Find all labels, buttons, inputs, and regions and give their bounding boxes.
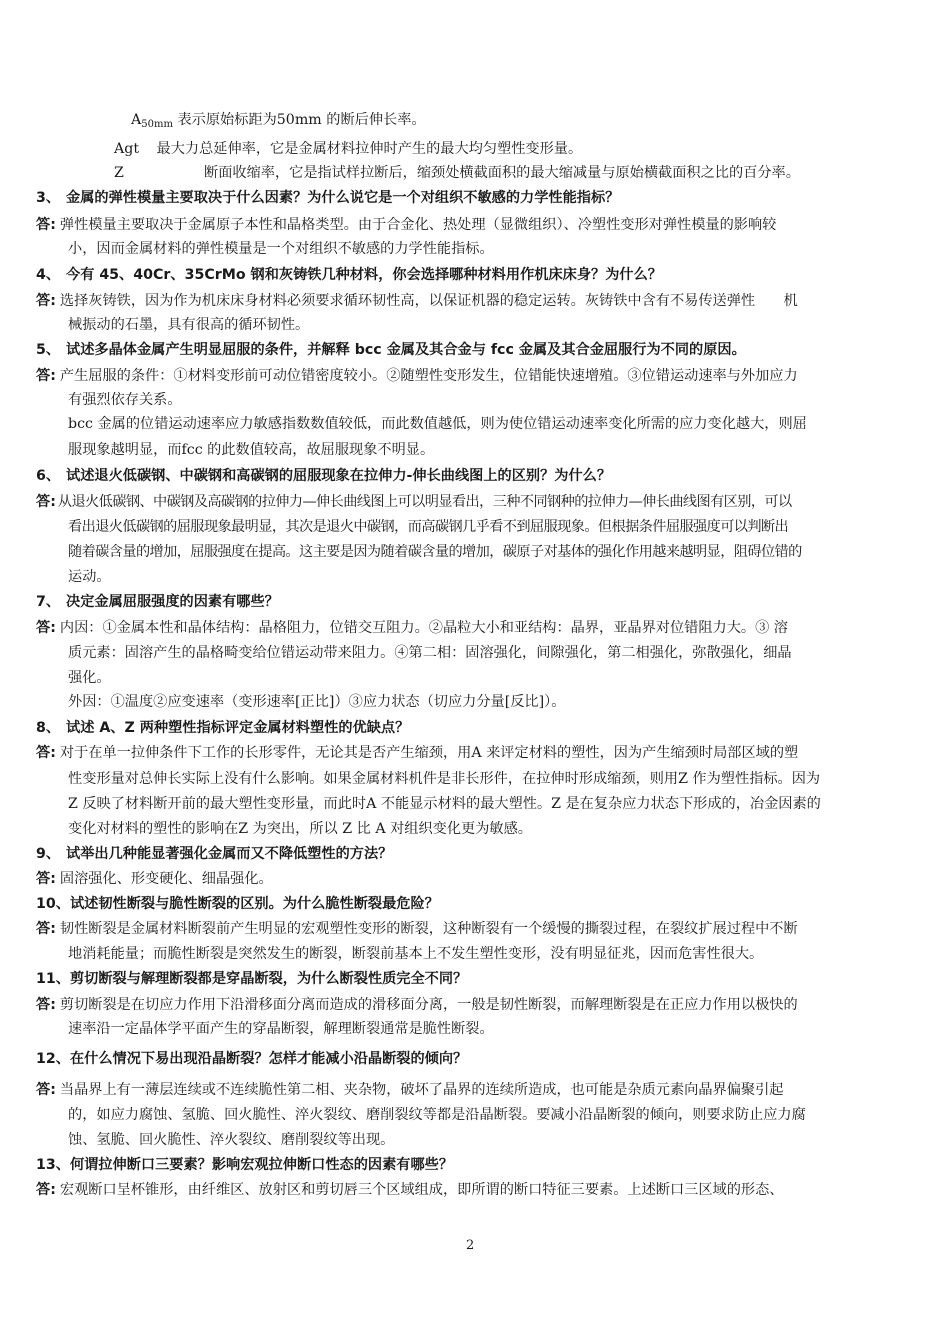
answer-label: 答:: [36, 871, 56, 887]
answer-4-line-2: 械振动的石墨，具有很高的循环韧性。: [68, 317, 310, 333]
answer-10-line-2: 地消耗能量；而脆性断裂是突然发生的断裂，断裂前基本上不发生塑性变形，没有明显征兆，因而危害性很大。: [68, 946, 764, 962]
question-text: 决定金属屈服强度的因素有哪些？: [66, 594, 279, 610]
answer-label: 答:: [36, 217, 56, 233]
question-text: 试述退火低碳钢、中碳钢和高碳钢的屈服现象在拉伸力-伸长曲线图上的区别？为什么？: [66, 468, 612, 484]
question-text: 何谓拉伸断口三要素？影响宏观拉伸断口性态的因素有哪些？: [69, 1157, 454, 1173]
question-7: [36, 593, 279, 611]
question-number: 10、: [36, 896, 70, 912]
answer-text: 从退火低碳钢、中碳钢及高碳钢的拉伸力—伸长曲线图上可以明显看出，三种不同钢种的拉伸力—伸长曲线图有区别，可以: [57, 494, 792, 510]
question-5: [36, 341, 746, 359]
answer-text: 韧性断裂是金属材料断裂前产生明显的宏观塑性变形的断裂，这种断裂有一个缓慢的撕裂过程，在裂纹扩展过程中不断: [59, 921, 798, 937]
answer-text: 剪切断裂是在切应力作用下沿滑移面分离而造成的滑移面分离，一般是韧性断裂，而解理断裂是在正应力作用以极快的: [59, 997, 798, 1013]
definition-text: 断面收缩率，它是指试样拉断后，缩颈处横截面积的最大缩减量与原始横截面积之比的百分率。: [204, 165, 800, 181]
answer-3-line-2: 小，因而金属材料的弹性模量是一个对组织不敏感的力学性能指标。: [68, 241, 494, 257]
answer-7-line-1: [36, 619, 788, 637]
answer-7-line-2: 质元素：固溶产生的晶格畸变给位错运动带来阻力。④第二相：固溶强化，间隙强化，第二相强化，弥散强化，细晶: [68, 645, 792, 661]
answer-label: 答:: [36, 745, 56, 761]
question-12: [36, 1050, 467, 1068]
answer-7-line-3: 强化。: [68, 670, 111, 686]
question-11: [36, 970, 467, 988]
question-text: 金属的弹性模量主要取决于什么因素？为什么说它是一个对组织不敏感的力学性能指标？: [66, 190, 620, 206]
definition-z: [114, 164, 800, 182]
question-text: 试述多晶体金属产生明显屈服的条件，并解释 bcc 金属及其合金与 fcc 金属及其合金屈服行为不同的原因。: [66, 342, 746, 358]
page-number: 2: [466, 1238, 475, 1253]
answer-6-line-2: 看出退火低碳钢的屈服现象最明显，其次是退火中碳钢，而高碳钢几乎看不到屈服现象。但根据条件屈服强度可以判断出: [68, 519, 789, 535]
answer-text: 产生屈服的条件：①材料变形前可动位错密度较小。②随塑性变形发生，位错能快速增殖。③位错运动速率与外加应力: [59, 368, 798, 384]
answer-8-line-1: [36, 744, 798, 762]
answer-12-line-3: 蚀、氢脆、回火脆性、淬火裂纹、磨削裂纹等出现。: [68, 1132, 395, 1148]
answer-11-line-2: 速率沿一定晶体学平面产生的穿晶断裂，解理断裂通常是脆性断裂。: [68, 1021, 494, 1037]
question-13: [36, 1156, 453, 1174]
answer-11-line-1: [36, 996, 798, 1014]
answer-13-line-1: [36, 1181, 783, 1199]
question-3: [36, 189, 619, 207]
question-4: [36, 266, 662, 284]
answer-label: 答:: [36, 997, 56, 1013]
answer-label: 答:: [36, 620, 56, 636]
answer-label: 答:: [36, 1182, 56, 1198]
question-number: 12、: [36, 1051, 70, 1067]
answer-6-line-3: 随着碳含量的增加，屈服强度在提高。这主要是因为随着碳含量的增加，碳原子对基体的强化作用越来越明显，阻碍位错的: [68, 544, 802, 560]
answer-label: 答:: [36, 368, 56, 384]
answer-text: 弹性模量主要取决于金属原子本性和晶格类型。由于合金化、热处理（显微组织）、冷塑性变形对弹性模量的影响较: [59, 217, 777, 233]
definition-symbol: A: [131, 112, 142, 128]
question-number: 6、: [36, 468, 61, 484]
answer-5-line-1: [36, 367, 798, 385]
answer-5-line-4: 服现象越明显，而fcc 的此数值较高，故屈服现象不明显。: [68, 442, 435, 458]
question-text: 在什么情况下易出现沿晶断裂？怎样才能减小沿晶断裂的倾向？: [69, 1051, 468, 1067]
definition-a50: [131, 111, 426, 134]
answer-7-line-4: 外因：①温度②应变速率（变形速率[正比]）③应力状态（切应力分量[反比]）。: [68, 694, 566, 710]
question-6: [36, 467, 611, 485]
answer-label: 答:: [36, 1082, 56, 1098]
answer-3-line-1: [36, 216, 776, 234]
answer-text: 内因：①金属本性和晶体结构：晶格阻力，位错交互阻力。②晶粒大小和亚结构：晶界，亚晶界对位错阻力大。③ 溶: [59, 620, 788, 636]
definition-symbol: Agt: [114, 141, 140, 157]
question-10: [36, 895, 439, 913]
answer-10-line-1: [36, 920, 798, 938]
question-number: 13、: [36, 1157, 70, 1173]
answer-12-line-2: 的，如应力腐蚀、氢脆、回火脆性、淬火裂纹、磨削裂纹等都是沿晶断裂。要减小沿晶断裂的倾向，则要求防止应力腐: [68, 1107, 806, 1123]
definition-text: 表示原始标距为50mm 的断后伸长率。: [177, 112, 426, 128]
question-text: 试述 A、Z 两种塑性指标评定金属材料塑性的优缺点？: [66, 720, 410, 736]
question-8: [36, 719, 409, 737]
question-number: 5、: [36, 342, 61, 358]
answer-6-line-1: [36, 493, 792, 511]
question-9: [36, 845, 392, 863]
question-number: 8、: [36, 720, 61, 736]
definition-text: 最大力总延伸率，它是金属材料拉伸时产生的最大均匀塑性变形量。: [156, 141, 583, 157]
answer-text: 选择灰铸铁，因为作为机床床身材料必须要求循环韧性高，以保证机器的稳定运转。灰铸铁中含有不易传送弹性 机: [59, 293, 798, 309]
question-number: 4、: [36, 267, 61, 283]
question-number: 9、: [36, 846, 61, 862]
answer-text: 当晶界上有一薄层连续或不连续脆性第二相、夹杂物，破坏了晶界的连续所造成，也可能是杂质元素向晶界偏聚引起: [59, 1082, 784, 1098]
answer-8-line-3: Z 反映了材料断开前的最大塑性变形量，而此时A 不能显示材料的最大塑性。Z 是在复杂应力状态下形成的，冶金因素的: [68, 796, 821, 812]
answer-text: 宏观断口呈杯锥形，由纤维区、放射区和剪切唇三个区域组成，即所谓的断口特征三要素。上述断口三区域的形态、: [59, 1182, 784, 1198]
definition-symbol: Z: [114, 165, 124, 181]
question-number: 11、: [36, 971, 70, 987]
question-number: 7、: [36, 594, 61, 610]
answer-4-line-1: [36, 292, 798, 310]
question-number: 3、: [36, 190, 61, 206]
answer-6-line-4: 运动。: [68, 569, 111, 585]
question-text: 试举出几种能显著强化金属而又不降低塑性的方法？: [66, 846, 393, 862]
answer-label: 答:: [36, 293, 56, 309]
definition-agt: [114, 140, 582, 158]
answer-9-line-1: [36, 870, 273, 888]
answer-text: 对于在单一拉伸条件下工作的长形零件，无论其是否产生缩颈，用A 来评定材料的塑性，因为产生缩颈时局部区域的塑: [59, 745, 799, 761]
question-text: 今有 45、40Cr、35CrMo 钢和灰铸铁几种材料，你会选择哪种材料用作机床床身？为什么？: [66, 267, 662, 283]
answer-8-line-4: 变化对材料的塑性的影响在Z 为突出，所以 Z 比 A 对组织变化更为敏感。: [68, 821, 532, 837]
answer-label: 答:: [36, 921, 56, 937]
answer-12-line-1: [36, 1081, 783, 1099]
answer-5-line-3: bcc 金属的位错运动速率应力敏感指数数值较低，而此数值越低，则为使位错运动速率变化所需的应力变化越大，则屈: [68, 416, 807, 432]
question-text: 剪切断裂与解理断裂都是穿晶断裂，为什么断裂性质完全不同？: [69, 971, 468, 987]
answer-8-line-2: 性变形量对总伸长实际上没有什么影响。如果金属材料机件是非长形件，在拉伸时形成缩颈，则用Z 作为塑性指标。因为: [68, 771, 821, 787]
answer-5-line-2: 有强烈依存关系。: [68, 392, 182, 408]
answer-label: 答:: [36, 494, 56, 510]
question-text: 试述韧性断裂与脆性断裂的区别。为什么脆性断裂最危险？: [69, 896, 439, 912]
definition-subscript: 50mm: [141, 119, 173, 130]
answer-text: 固溶强化、形变硬化、细晶强化。: [59, 871, 273, 887]
